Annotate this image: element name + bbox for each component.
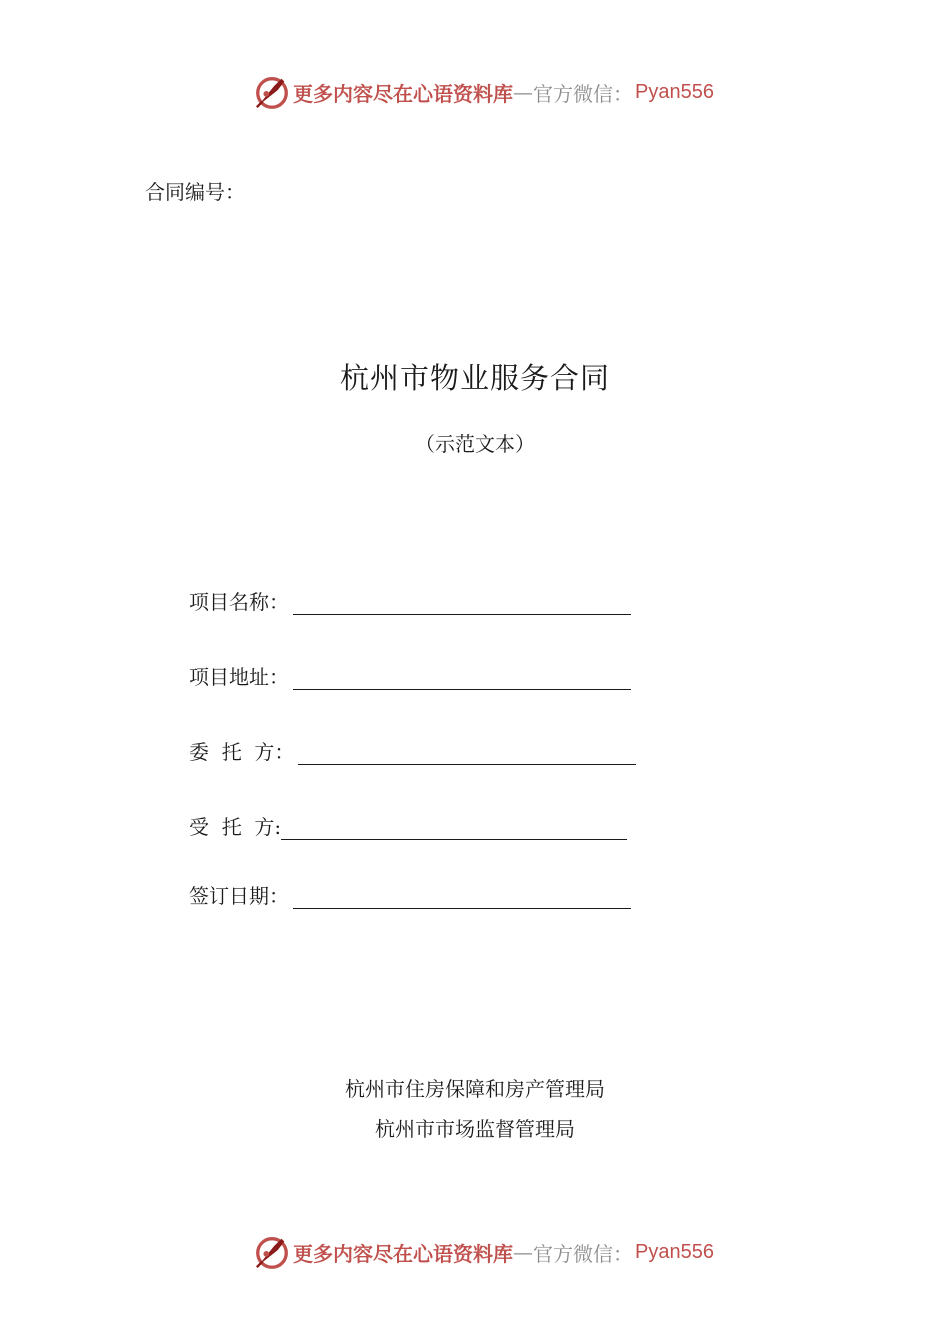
banner-wechat-id: Pyan556 [635, 80, 714, 103]
footer-banner [253, 1232, 714, 1272]
banner-wechat-label: 官方微信： [533, 81, 633, 106]
pen-nib-logo-icon [253, 1233, 291, 1271]
field-label: 受 托 方: [189, 815, 282, 839]
field-blank-line[interactable] [293, 886, 631, 909]
document-subtitle: （示范文本） [415, 432, 535, 456]
banner-wechat-id: Pyan556 [635, 1240, 714, 1263]
banner-main-text: 更多内容尽在心语资料库 [293, 81, 513, 106]
banner-separator: — [513, 1240, 533, 1264]
field-blank-line[interactable] [298, 742, 636, 765]
field-blank-line[interactable] [281, 817, 627, 840]
field-label: 项目名称： [189, 590, 289, 614]
issuer-market-bureau: 杭州市市场监督管理局 [375, 1117, 575, 1141]
field-project-name [189, 586, 631, 615]
field-project-address [189, 661, 631, 690]
banner-separator: — [513, 80, 533, 104]
field-label: 项目地址： [189, 665, 289, 689]
field-trustee [189, 811, 627, 840]
issuer-housing-bureau: 杭州市住房保障和房产管理局 [345, 1077, 605, 1101]
document-title: 杭州市物业服务合同 [339, 361, 610, 395]
field-signing-date [189, 880, 631, 909]
field-principal [189, 736, 636, 765]
contract-number-label: 合同编号： [145, 180, 245, 204]
field-label: 签订日期： [189, 884, 289, 908]
field-label: 委 托 方： [189, 740, 295, 764]
field-blank-line[interactable] [293, 592, 631, 615]
banner-wechat-label: 官方微信： [533, 1241, 633, 1266]
header-banner [253, 72, 714, 112]
field-blank-line[interactable] [293, 667, 631, 690]
pen-nib-logo-icon [253, 73, 291, 111]
banner-main-text: 更多内容尽在心语资料库 [293, 1241, 513, 1266]
